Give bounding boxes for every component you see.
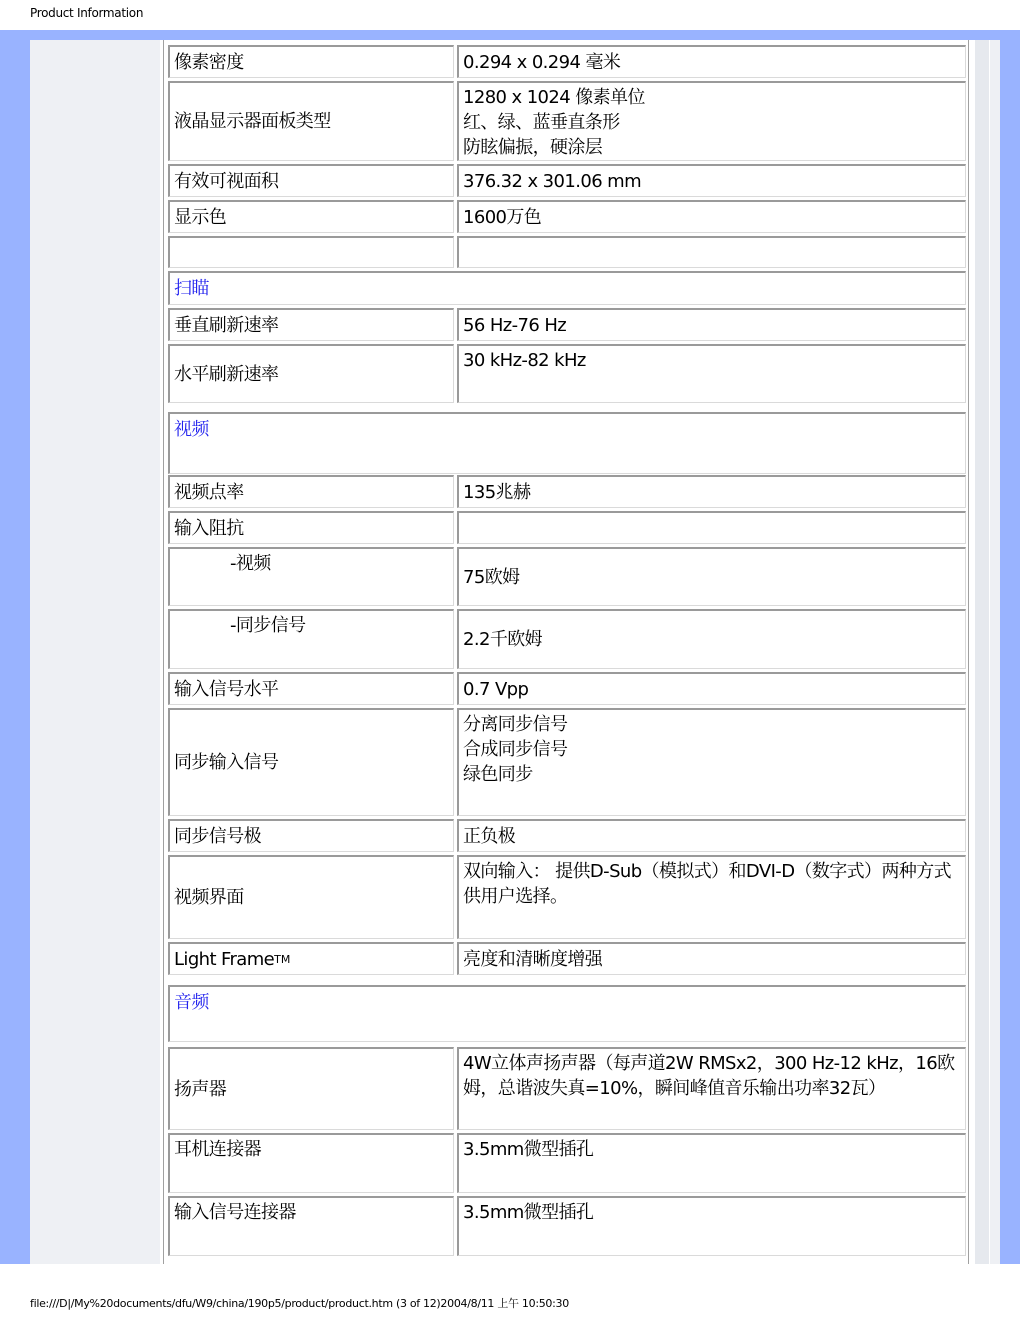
spec-value: 双向输入： 提供D-Sub（模拟式）和DVI-D（数字式）两种方式供用户选择。 [457, 855, 966, 939]
spec-label: 水平刷新速率 [168, 344, 454, 403]
divider [163, 40, 164, 1264]
spec-value: 3.5mm微型插孔 [457, 1133, 966, 1193]
light-frame-label: Light Frame [174, 948, 275, 970]
spec-label [168, 942, 454, 975]
spec-value: 2.2千欧姆 [457, 609, 966, 669]
right-gutter [975, 40, 989, 1264]
spec-value-line: 1280 x 1024 像素单位 [463, 87, 645, 108]
left-column [30, 40, 160, 1264]
empty-cell [168, 236, 454, 268]
spec-value: 0.7 Vpp [457, 672, 966, 705]
spec-label: 视频界面 [168, 855, 454, 939]
spec-label: 输入信号水平 [168, 672, 454, 705]
spec-sublabel: -视频 [168, 547, 454, 606]
spec-label: 输入阻抗 [168, 511, 454, 544]
spec-value: 376.32 x 301.06 mm [457, 164, 966, 197]
spec-value: 0.294 x 0.294 毫米 [457, 45, 966, 78]
spec-value [457, 708, 966, 816]
spec-value: 亮度和清晰度增强 [457, 942, 966, 975]
spec-label: 有效可视面积 [168, 164, 454, 197]
spec-value: 3.5mm微型插孔 [457, 1196, 966, 1256]
spec-label: 液晶显示器面板类型 [168, 81, 454, 161]
spec-label: 耳机连接器 [168, 1133, 454, 1193]
spec-value: 75欧姆 [457, 547, 966, 606]
spec-value-line: 分离同步信号 [463, 714, 568, 735]
spec-value [457, 511, 966, 544]
divider [968, 40, 969, 1264]
spec-sublabel: -同步信号 [168, 609, 454, 669]
spec-label: 扬声器 [168, 1047, 454, 1130]
empty-cell [457, 236, 966, 268]
spec-value: 1600万色 [457, 200, 966, 233]
spec-value: 56 Hz-76 Hz [457, 308, 966, 341]
spec-value [457, 81, 966, 161]
spec-value-line: 合成同步信号 [463, 739, 568, 760]
spec-label: 视频点率 [168, 475, 454, 508]
spec-label: 显示色 [168, 200, 454, 233]
spec-value: 30 kHz-82 kHz [457, 344, 966, 403]
spec-value-line: 绿色同步 [463, 764, 533, 785]
spec-label: 同步信号极 [168, 819, 454, 852]
spec-label: 垂直刷新速率 [168, 308, 454, 341]
spec-value: 正负极 [457, 819, 966, 852]
page-footer-path: file:///D|/My%20documents/dfu/W9/china/190p5/product/product.htm (3 of 12)2004/8/11 上午 10:50:30 [30, 1297, 569, 1310]
section-header-video: 视频 [168, 412, 966, 474]
spec-value-line: 红、绿、蓝垂直条形 [463, 112, 620, 133]
section-header-audio: 音频 [168, 985, 966, 1042]
spec-label: 输入信号连接器 [168, 1196, 454, 1256]
spec-value: 135兆赫 [457, 475, 966, 508]
scrollbar-track [990, 40, 1000, 1264]
spec-label: 同步输入信号 [168, 708, 454, 816]
spec-value: 4W立体声扬声器（每声道2W RMSx2，300 Hz-12 kHz，16欧姆，总谐波失真=10%，瞬间峰值音乐输出功率32瓦） [457, 1047, 966, 1130]
spec-value-line: 防眩偏振，硬涂层 [463, 137, 603, 158]
trademark-mark: TM [274, 952, 291, 966]
spec-label: 像素密度 [168, 45, 454, 78]
section-header-scanning: 扫瞄 [168, 271, 966, 305]
page-header-title: Product Information [30, 6, 144, 20]
